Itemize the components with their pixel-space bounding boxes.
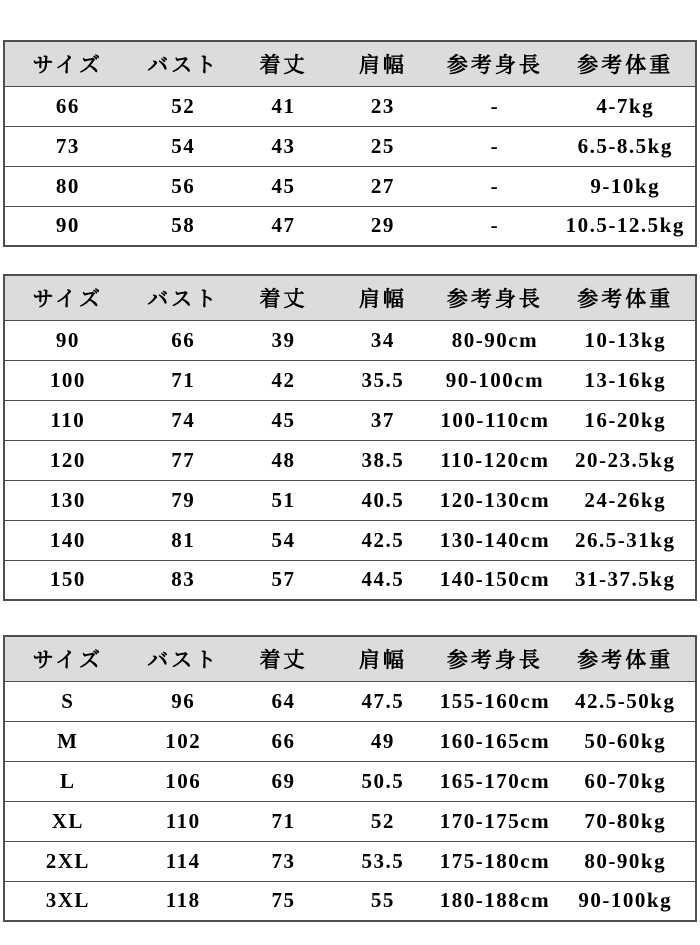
table-cell: 13-16kg [555,360,696,400]
table-cell: 38.5 [331,440,434,480]
table-row [4,841,696,881]
column-header: 肩幅 [331,275,434,320]
column-header: 着丈 [236,41,331,86]
table-cell: 10.5-12.5kg [565,213,685,238]
column-header: 肩幅 [331,636,434,681]
table-cell: 170-175cm [434,801,555,841]
table-cell: 40.5 [331,480,434,520]
table-row [4,440,696,480]
section-divider-space [0,247,700,274]
table-cell: 3XL [45,888,90,913]
column-header: サイズ [4,41,131,86]
adult-size-chart-table [3,635,697,922]
table-cell: 90 [4,320,131,360]
table-cell: 80 [4,166,131,206]
table-cell: 4-7kg [555,86,696,126]
table-cell: 45 [236,400,331,440]
table-cell: 81 [131,520,236,560]
table-cell: 23 [331,86,434,126]
table-cell: 90-100cm [434,360,555,400]
table-cell: 44.5 [361,567,405,592]
table-cell: 100 [4,360,131,400]
table-cell: 140 [4,520,131,560]
table-cell: 77 [131,440,236,480]
column-header: 参考体重 [555,275,696,320]
table-cell: 34 [331,320,434,360]
table-cell: 64 [236,681,331,721]
table-row [4,166,696,206]
table-cell: 56 [131,166,236,206]
table-cell: 118 [165,888,201,913]
table-cell: 47 [271,213,296,238]
column-header: 参考身長 [434,275,555,320]
table-cell: 26.5-31kg [555,520,696,560]
table-cell: 10-13kg [555,320,696,360]
table-cell: 42.5-50kg [555,681,696,721]
table-cell: 50.5 [331,761,434,801]
table-cell: 35.5 [331,360,434,400]
table-cell: 70-80kg [555,801,696,841]
table-cell: 66 [131,320,236,360]
table-cell: 140-150cm [439,567,551,592]
table-cell: 37 [331,400,434,440]
table-cell: 6.5-8.5kg [555,126,696,166]
column-header: 参考身長 [434,636,555,681]
column-header: 肩幅 [331,41,434,86]
table-cell: 110 [131,801,236,841]
table-row [4,801,696,841]
column-header: 参考体重 [555,636,696,681]
table-cell: 71 [236,801,331,841]
table-row [4,320,696,360]
table-header-row [4,636,696,681]
table-row [4,560,696,600]
table-cell: 20-23.5kg [555,440,696,480]
table-cell: 66 [4,86,131,126]
table-cell: 54 [131,126,236,166]
table-cell: 69 [236,761,331,801]
table-cell: 47.5 [331,681,434,721]
table-cell: 57 [271,567,296,592]
column-header: 参考身長 [434,41,555,86]
table-cell: 120 [4,440,131,480]
table-cell: 73 [4,126,131,166]
table-row [4,86,696,126]
table-cell: 54 [236,520,331,560]
table-cell: 31-37.5kg [575,567,676,592]
table-cell: 27 [331,166,434,206]
table-cell: 16-20kg [555,400,696,440]
table-cell: 51 [236,480,331,520]
baby-size-chart-section [3,40,697,247]
table-row [4,721,696,761]
table-cell: 100-110cm [434,400,555,440]
table-cell: 96 [131,681,236,721]
column-header: バスト [131,636,236,681]
kids-size-chart-table [3,274,697,601]
table-cell: 60-70kg [555,761,696,801]
table-row [4,480,696,520]
table-cell: 79 [131,480,236,520]
table-cell: 106 [131,761,236,801]
table-cell: 90-100kg [578,888,673,913]
column-header: サイズ [4,275,131,320]
section-divider-space [0,601,700,635]
table-cell: 71 [131,360,236,400]
table-cell: 114 [131,841,236,881]
table-cell: - [434,126,555,166]
table-cell: 24-26kg [555,480,696,520]
table-cell: 150 [49,567,86,592]
adult-size-chart-section [3,635,697,922]
table-cell: 43 [236,126,331,166]
table-row [4,126,696,166]
table-cell: 39 [236,320,331,360]
table-row [4,681,696,721]
table-cell: 160-165cm [434,721,555,761]
table-cell: 75 [271,888,296,913]
table-header-row [4,41,696,86]
table-cell: 2XL [4,841,131,881]
table-cell: 53.5 [331,841,434,881]
table-cell: 74 [131,400,236,440]
table-header-row [4,275,696,320]
table-row [4,881,696,921]
column-header: バスト [131,275,236,320]
table-cell: 155-160cm [434,681,555,721]
table-cell: 102 [131,721,236,761]
table-cell: 42 [236,360,331,400]
table-cell: 80-90cm [434,320,555,360]
table-cell: 49 [331,721,434,761]
table-cell: 25 [331,126,434,166]
table-cell: 90 [55,213,80,238]
column-header: バスト [131,41,236,86]
table-cell: 80-90kg [555,841,696,881]
table-cell: 165-170cm [434,761,555,801]
baby-size-chart-table [3,40,697,247]
table-cell: 110 [4,400,131,440]
table-row [4,761,696,801]
column-header: 着丈 [236,275,331,320]
table-cell: 83 [171,567,196,592]
table-cell: 130 [4,480,131,520]
table-cell: L [4,761,131,801]
table-cell: 42.5 [331,520,434,560]
table-cell: - [434,86,555,126]
table-cell: 48 [236,440,331,480]
table-cell: 52 [131,86,236,126]
table-row [4,206,696,246]
table-cell: 130-140cm [434,520,555,560]
table-cell: 58 [171,213,196,238]
column-header: 参考体重 [555,41,696,86]
table-cell: 29 [370,213,395,238]
table-cell: 110-120cm [434,440,555,480]
table-cell: 175-180cm [434,841,555,881]
table-cell: 45 [236,166,331,206]
table-cell: 52 [331,801,434,841]
table-cell: 55 [370,888,395,913]
table-cell: XL [4,801,131,841]
table-cell: 120-130cm [434,480,555,520]
table-cell: S [4,681,131,721]
table-cell: 66 [236,721,331,761]
table-cell: M [4,721,131,761]
column-header: 着丈 [236,636,331,681]
table-cell: 50-60kg [555,721,696,761]
table-cell: 9-10kg [555,166,696,206]
table-row [4,360,696,400]
table-row [4,520,696,560]
table-cell: - [490,213,500,238]
kids-size-chart-section [3,274,697,601]
table-cell: 180-188cm [439,888,551,913]
table-row [4,400,696,440]
table-cell: - [434,166,555,206]
column-header: サイズ [4,636,131,681]
table-cell: 41 [236,86,331,126]
table-cell: 73 [236,841,331,881]
